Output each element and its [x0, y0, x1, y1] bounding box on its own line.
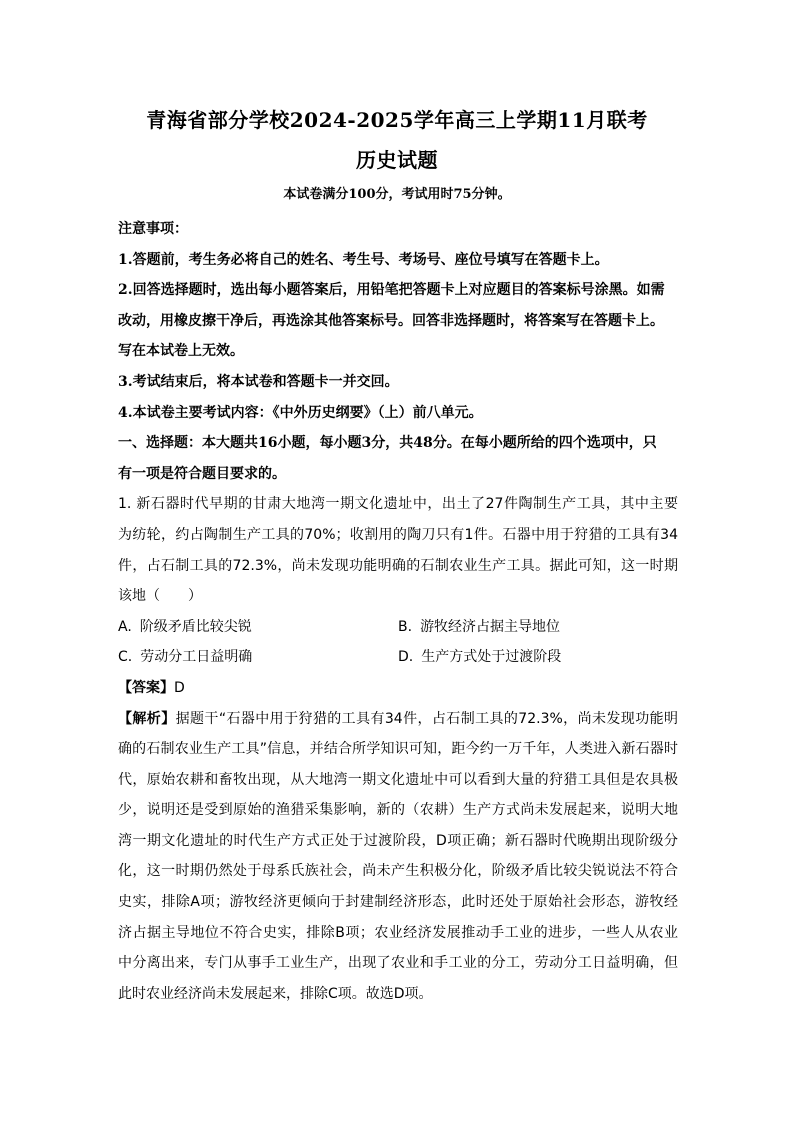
option-a-text: 阶级矛盾比较尖锐	[139, 618, 252, 635]
answer-value: D	[174, 679, 185, 696]
option-c-text: 劳动分工日益明确	[140, 649, 253, 666]
analysis-line: 少，说明还是受到原始的渔猎采集影响，新的（农耕）生产方式尚未发展起来，说明大地	[118, 802, 678, 819]
analysis-line: 确的石制农业生产工具”信息，并结合所学知识可知，距今约一万千年，人类进入新石器时	[118, 741, 678, 758]
option-b-letter: B.	[398, 618, 413, 635]
analysis-line: 中分离出来，专门从事手工业生产，出现了农业和手工业的分工，劳动分工日益明确，但	[118, 955, 678, 972]
analysis-line	[118, 704, 678, 735]
question-stem-line: 1. 新石器时代早期的甘肃大地湾一期文化遗址中，出土了27件陶制生产工具，其中主要	[118, 496, 678, 513]
question-stem-line: 为纺轮，约占陶制生产工具的70%；收割用的陶刀只有1件。石器中用于狩猎的工具有34	[118, 526, 678, 543]
option-a	[118, 612, 398, 643]
option-b-text: 游牧经济占据主导地位	[420, 618, 561, 635]
option-d-text: 生产方式处于过渡阶段	[421, 649, 562, 666]
option-d-letter: D.	[398, 649, 414, 666]
analysis-text: 据题干“石器中用于狩猎的工具有34件，占石制工具的72.3%，尚未发现功能明	[175, 710, 678, 727]
subject-title: 历史试题	[356, 148, 438, 172]
note-4: 4.本试卷主要考试内容：《中外历史纲要》（上）前八单元。	[118, 404, 483, 421]
exam-info: 本试卷满分100分，考试用时75分钟。	[283, 187, 511, 202]
note-1: 1.答题前，考生务必将自己的姓名、考生号、考场号、座位号填写在答题卡上。	[118, 251, 609, 268]
section-heading-line-2: 有一项是符合题目要求的。	[118, 465, 286, 482]
notes-heading: 注意事项：	[118, 221, 188, 237]
analysis-line: 代，原始农耕和畜牧出现，从大地湾一期文化遗址中可以看到大量的狩猎工具但是农具极	[118, 771, 678, 788]
options-row-1	[118, 612, 678, 643]
note-2-line-2: 改动，用橡皮擦干净后，再选涂其他答案标号。回答非选择题时，将答案写在答题卡上。	[118, 312, 664, 329]
note-3: 3.考试结束后，将本试卷和答题卡一并交回。	[118, 373, 399, 390]
analysis-line: 湾一期文化遗址的时代生产方式正处于过渡阶段，D项正确；新石器时代晚期出现阶级分	[118, 832, 678, 849]
analysis-label: 【解析】	[118, 710, 176, 727]
answer-line	[118, 673, 678, 704]
options-row-2	[118, 642, 678, 673]
option-b	[398, 612, 678, 643]
note-2-line-3: 写在本试卷上无效。	[118, 343, 244, 360]
analysis-line: 化，这一时期仍然处于母系氏族社会，尚未产生积极分化，阶级矛盾比较尖锐说法不符合	[118, 863, 678, 880]
question-stem-line: 该地（ ）	[118, 588, 202, 605]
analysis-line: 史实，排除A项；游牧经济更倾向于封建制经济形态，此时还处于原始社会形态，游牧经	[118, 894, 678, 911]
analysis-line: 济占据主导地位不符合史实，排除B项；农业经济发展推动手工业的进步，一些人从农业	[118, 924, 678, 941]
option-d	[398, 642, 678, 673]
analysis-line: 此时农业经济尚未发展起来，排除C项。故选D项。	[118, 985, 433, 1002]
option-c-letter: C.	[118, 649, 133, 666]
exam-title: 青海省部分学校2024-2025学年高三上学期11月联考	[146, 108, 648, 132]
option-a-letter: A.	[118, 618, 132, 635]
question-stem-line: 件，占石制工具的72.3%，尚未发现功能明确的石制农业生产工具。据此可知，这一时期	[118, 557, 678, 574]
note-2-line-1: 2.回答选择题时，选出每小题答案后，用铅笔把答题卡上对应题目的答案标号涂黑。如需	[118, 282, 665, 299]
section-heading-line-1: 一、选择题：本大题共16小题，每小题3分，共48分。在每小题所给的四个选项中，只	[118, 435, 657, 452]
answer-label: 【答案】	[118, 679, 174, 696]
exam-content	[118, 214, 678, 1009]
option-c	[118, 642, 398, 673]
